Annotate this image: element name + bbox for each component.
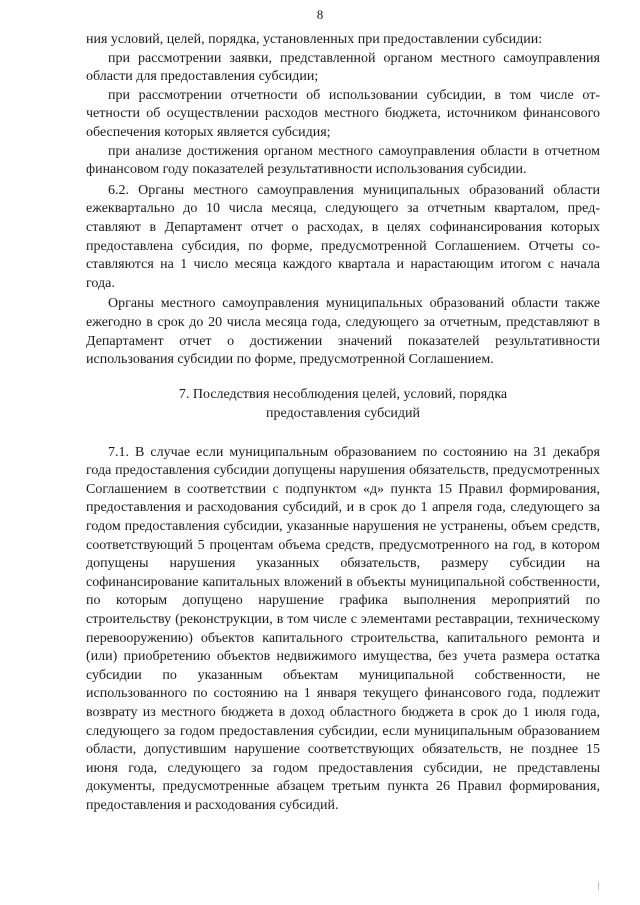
- section-heading: [86, 385, 600, 423]
- paragraph-reporting-review: при рассмотрении отчетности об использовании субсидии, в том числе отчетности об осуществлении расходов местного бюджета, источником финансового обеспечения которых является субсидия;: [86, 87, 600, 140]
- paragraph-annual-report: Органы местного самоуправления муниципальных образований области также ежегодно в срок до 20 числа месяца года, следующего за отчетным, представляют в Департамент отчет о достижении значений показателей результативности использования субсидии по форме, предусмотренной Соглашением.: [86, 296, 600, 368]
- paragraph-application-review: при рассмотрении заявки, представленной органом местного самоуправления области для предоставления субсидии;: [86, 50, 600, 85]
- page-number: 8: [316, 7, 324, 22]
- section-heading-line-1: 7. Последствия несоблюдения целей, условий, порядка: [178, 386, 508, 402]
- document-body: [86, 31, 600, 816]
- paragraph-performance-analysis: при анализе достижения органом местного самоуправления области в отчетном финансовом году показателей результативности использования субсидии.: [86, 143, 600, 178]
- paragraph-6-2: 6.2. Органы местного самоуправления муниципальных образований области ежеквартально до 10 числа месяца, следующего за отчетным кварталом, представляют в Департамент отчет о расходах, в целях софинансирования которых предоставлена субсидия, по форме, предусмотренной Соглашением. Отчеты составляются на 1 число месяца каждого квартала и нарастающим итогом с начала года.: [86, 182, 600, 291]
- paragraph-7-1: 7.1. В случае если муниципальным образованием по состоянию на 31 декабря года предоставления субсидии допущены нарушения обязательств, предусмотренных Соглашением в соответствии с подпунктом «д» пункта 15 Правил формирования, предоставления и расходования субсидий, и в срок до 1 апреля года, следующего за годом предоставления субсидии, указанные нарушения не устранены, объем средств, соответствующий 5 процентам объема средств, предусмотренного на год, в котором допущены нарушения указанных обязательств, размеру субсидии на софинансирование капитальных вложений в объекты муниципальной собственности, по которым допущено нарушение графика выполнения мероприятий по строительству (реконструкции, в том числе с элементами реставрации, техническому перевооружению) объектов капитального строительства, капитального ремонта и (или) приобретению объектов недвижимого имущества, без учета размера остатка субсидии по указанным объектам муниципальной собственности, не использованного по состоянию на 1 января текущего финансового года, подлежит возврату из местного бюджета в доход областного бюджета в срок до 1 июля года, следующего за годом предоставления субсидии, если муниципальным образованием области, допустившим нарушение соответствующих обязательств, не позднее 15 июня года, следующего за годом предоставления субсидии, не представлены документы, предусмотренные абзацем третьим пункта 26 Правил формирования, предоставления и расходования субсидий.: [86, 444, 600, 813]
- section-heading-line-2: предоставления субсидий: [265, 405, 421, 421]
- paragraph-continuation: ния условий, целей, порядка, установленных при предоставлении субсидии:: [86, 32, 543, 47]
- scan-mark: [598, 882, 599, 890]
